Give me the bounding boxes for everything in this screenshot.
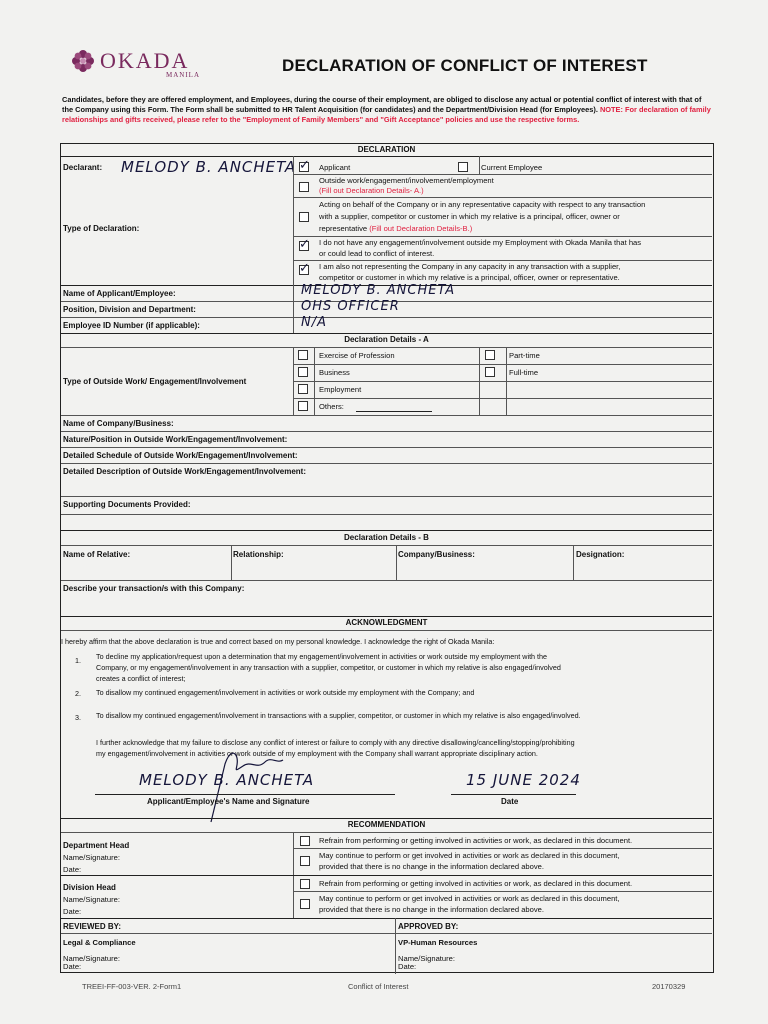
div-continue-line2: provided that there is no change in the information declared above.: [319, 905, 545, 914]
signature-scribble-icon: [191, 744, 301, 824]
division-head-label: Division Head: [63, 883, 116, 892]
option-outside-work-note: (Fill out Declaration Details- A.): [319, 186, 424, 195]
nature-position-label: Nature/Position in Outside Work/Engagement/Involvement:: [63, 435, 288, 444]
form-frame: [60, 143, 714, 973]
applicant-label: Applicant: [319, 163, 351, 172]
not-representing-checkbox[interactable]: [299, 260, 310, 275]
employee-id-label: Employee ID Number (if applicable):: [63, 321, 200, 330]
company-name-label: Name of Company/Business:: [63, 419, 174, 428]
option-part-time: Part-time: [509, 351, 540, 360]
outside-work-checkbox[interactable]: [299, 182, 309, 192]
legal-name-sig: Name/Signature:: [63, 954, 120, 963]
description-label: Detailed Description of Outside Work/Engagement/Involvement:: [63, 467, 307, 476]
option-business: Business: [319, 368, 350, 377]
intro-text: Candidates, before they are offered employment, and Employees, during the course of their employment, are obliged to disclose any actual or potential conflict of interest with that of the Company using this Form. The Form shall be submitted to HR Talent Acquisition (for candidates) and the Department/Division Head (for Employees).: [62, 95, 702, 114]
option-employment: Employment: [319, 385, 362, 394]
full-time-checkbox[interactable]: [485, 367, 495, 377]
option-no-engagement-line1: I do not have any engagement/involvement outside my Employment with Okada Manila that has: [319, 238, 642, 247]
dept-refrain-checkbox[interactable]: [300, 836, 310, 846]
dept-continue-line2: provided that there is no change in the information declared above.: [319, 862, 545, 871]
acting-on-behalf-checkbox[interactable]: [299, 212, 309, 222]
signature-label: Applicant/Employee's Name and Signature: [147, 797, 310, 806]
relationship-label: Relationship:: [233, 550, 284, 559]
current-employee-checkbox[interactable]: [458, 162, 468, 172]
option-acting-line1: Acting on behalf of the Company or in any representative capacity with respect to any transaction: [319, 200, 646, 209]
dept-refrain-text: Refrain from performing or getting involved in activities or work, as declared in this document.: [319, 836, 633, 845]
dept-head-name-sig: Name/Signature:: [63, 853, 120, 862]
footer-form-name: Conflict of Interest: [348, 982, 409, 991]
option-not-representing-line1: I am also not representing the Company in any capacity in any transaction with a supplier,: [319, 262, 621, 271]
further-ack-line2: my engagement/involvement in activities or work outside of my employment with the Company shall warrant appropriate disciplinary action.: [96, 749, 538, 758]
part-time-checkbox[interactable]: [485, 350, 495, 360]
div-continue-line1: May continue to perform or get involved in activities or work as declared in this document,: [319, 894, 620, 903]
item1-line2: Company, or my engagement/involvement in any transaction with a supplier, competitor, or customer in which my relative is also engaged/involved: [96, 663, 561, 672]
intro-note: NOTE: For declaration of family relationships and gifts received, please refer to the "Employment of Family Members" and "Gift Acceptance" policies and use the respective forms.: [62, 105, 711, 124]
logo-wordmark: OKADA: [100, 48, 190, 73]
item2-number: 2.: [75, 689, 81, 698]
applicant-signature: MELODY B. ANCHETA: [139, 771, 315, 789]
name-handwritten: MELODY B. ANCHETA: [301, 283, 456, 298]
option-acting-line2: with a supplier, competitor or customer in which my relative is a principal, officer, owner or: [319, 212, 620, 221]
position-handwritten: OHS OFFICER: [301, 299, 400, 314]
employee-id-handwritten: N/A: [301, 315, 327, 330]
legal-compliance-label: Legal & Compliance: [63, 938, 136, 947]
logo-subtitle: MANILA: [166, 71, 200, 79]
form-title: DECLARATION OF CONFLICT OF INTEREST: [282, 56, 648, 75]
item1-line1: To decline my application/request upon a determination that my engagement/involvement in activities or work outside my employment with the: [96, 652, 548, 661]
ack-date-handwritten: 15 JUNE 2024: [466, 771, 581, 789]
option-full-time: Full-time: [509, 368, 539, 377]
declaration-header: DECLARATION: [357, 145, 416, 154]
relative-company-label: Company/Business:: [398, 550, 475, 559]
transaction-label: Describe your transaction/s with this Company:: [63, 584, 245, 593]
div-continue-checkbox[interactable]: [300, 899, 310, 909]
item3-text: To disallow my continued engagement/involvement in transactions with a supplier, competitor, or customer in which my relative is also engaged/involved.: [96, 711, 581, 720]
vp-hr-label: VP-Human Resources: [398, 938, 478, 947]
option-outside-work: Outside work/engagement/involvement/employment: [319, 176, 494, 185]
approved-by-label: APPROVED BY:: [398, 922, 459, 931]
supporting-docs-label: Supporting Documents Provided:: [63, 500, 191, 509]
vp-date: Date:: [398, 962, 417, 971]
declarant-label: Declarant:: [63, 163, 103, 172]
checkmark-icon: ✓: [299, 236, 310, 251]
dept-continue-checkbox[interactable]: [300, 856, 310, 866]
item1-line3: creates a conflict of interest;: [96, 674, 186, 683]
div-refrain-text: Refrain from performing or getting involved in activities or work, as declared in this document.: [319, 879, 633, 888]
outside-work-type-label: Type of Outside Work/ Engagement/Involvement: [63, 377, 247, 386]
others-checkbox[interactable]: [298, 401, 308, 411]
checkmark-icon: ✓: [299, 260, 310, 275]
further-ack-line1: I further acknowledge that my failure to disclose any conflict of interest or failure to comply with any directive disallowing/cancelling/stopping/prohibiting: [96, 738, 575, 747]
type-of-declaration-label: Type of Declaration:: [63, 224, 140, 233]
position-label: Position, Division and Department:: [63, 305, 196, 314]
option-not-representing-line2: competitor or customer in which my relative is a principal, officer, owner or representative.: [319, 273, 620, 282]
acknowledgment-intro: I hereby affirm that the above declaration is true and correct based on my personal knowledge. I acknowledge the right of Okada Manila:: [61, 637, 495, 646]
schedule-label: Detailed Schedule of Outside Work/Engagement/Involvement:: [63, 451, 298, 460]
name-label: Name of Applicant/Employee:: [63, 289, 176, 298]
item3-number: 3.: [75, 713, 81, 722]
option-acting-line3: representative (Fill out Declaration Details-B.): [319, 224, 473, 233]
dept-continue-line1: May continue to perform or get involved in activities or work as declared in this document,: [319, 851, 620, 860]
dept-head-date: Date:: [63, 865, 82, 874]
checkmark-icon: ✓: [299, 157, 310, 172]
division-head-date: Date:: [63, 907, 82, 916]
details-a-header: Declaration Details - A: [344, 335, 429, 344]
div-refrain-checkbox[interactable]: [300, 879, 310, 889]
employment-checkbox[interactable]: [298, 384, 308, 394]
legal-date: Date:: [63, 962, 82, 971]
option-no-engagement-line2: or could lead to conflict of interest.: [319, 249, 435, 258]
details-b-header: Declaration Details - B: [344, 533, 429, 542]
item1-number: 1.: [75, 656, 81, 665]
business-checkbox[interactable]: [298, 367, 308, 377]
applicant-checkbox[interactable]: [299, 157, 310, 172]
reviewed-by-label: REVIEWED BY:: [63, 922, 122, 931]
flower-logo-icon: [70, 48, 96, 74]
relative-name-label: Name of Relative:: [63, 550, 131, 559]
option-profession: Exercise of Profession: [319, 351, 395, 360]
profession-checkbox[interactable]: [298, 350, 308, 360]
current-employee-label: Current Employee: [481, 163, 543, 172]
option-acting-note: (Fill out Declaration Details-B.): [369, 224, 473, 233]
option-others: Others:: [319, 402, 344, 411]
no-engagement-checkbox[interactable]: [299, 236, 310, 251]
declarant-handwritten: MELODY B. ANCHETA: [121, 158, 297, 176]
okada-logo: [70, 46, 220, 80]
footer-form-date: 20170329: [652, 982, 686, 991]
acknowledgment-header: ACKNOWLEDGMENT: [345, 618, 428, 627]
recommendation-header: RECOMMENDATION: [347, 820, 426, 829]
intro-paragraph: [62, 95, 714, 125]
item2-text: To disallow my continued engagement/involvement in activities or work outside my employment with the Company; and: [96, 688, 475, 697]
division-head-name-sig: Name/Signature:: [63, 895, 120, 904]
footer-form-code: TREEI-FF-003-VER. 2-Form1: [82, 982, 182, 991]
date-label: Date: [501, 797, 519, 806]
designation-label: Designation:: [576, 550, 625, 559]
dept-head-label: Department Head: [63, 841, 130, 850]
vp-name-sig: Name/Signature:: [398, 954, 455, 963]
